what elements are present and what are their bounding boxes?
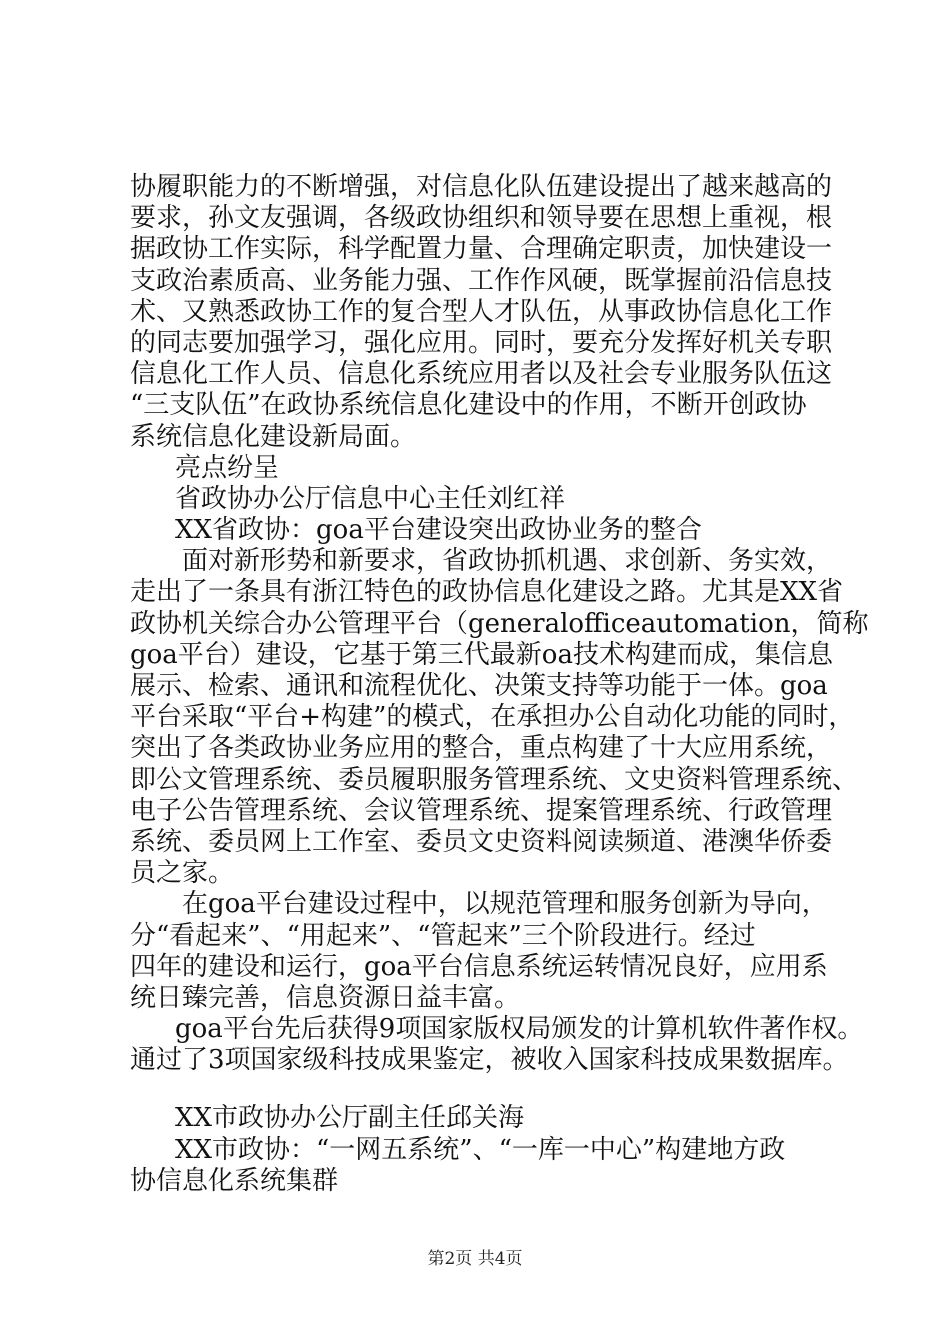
text-line: 据政协工作实际，科学配置力量、合理确定职责，加快建设一 xyxy=(130,234,833,265)
text-line: goa平台）建设，它基于第三代最新oa技术构建而成，集信息 xyxy=(130,639,833,670)
page-footer: 第2页 共4页 xyxy=(427,1249,523,1269)
text-line: 协履职能力的不断增强，对信息化队伍建设提出了越来越高的 xyxy=(130,172,833,202)
text-line: 平台采取“平台+构建”的模式，在承担办公自动化功能的同时， xyxy=(130,702,855,733)
text-line: 四年的建设和运行，goa平台信息系统运转情况良好，应用系 xyxy=(130,951,828,982)
section-title: XX省政协：goa平台建设突出政协业务的整合 xyxy=(175,515,702,546)
text-line: 走出了一条具有浙江特色的政协信息化建设之路。尤其是XX省 xyxy=(130,577,844,608)
speaker-line: 省政协办公厅信息中心主任刘红祥 xyxy=(175,483,566,514)
text-line: 信息化工作人员、信息化系统应用者以及社会专业服务队伍这 xyxy=(130,359,833,390)
text-line: 系统信息化建设新局面。 xyxy=(130,421,417,452)
text-line: 突出了各类政协业务应用的整合，重点构建了十大应用系统， xyxy=(130,733,833,764)
speaker-line: XX市政协办公厅副主任邱关海 xyxy=(175,1103,525,1134)
paragraph-construction-process xyxy=(130,889,830,1014)
paragraph-awards xyxy=(130,1014,864,1076)
text-line: XX市政协：“一网五系统”、“一库一中心”构建地方政 xyxy=(175,1134,786,1165)
section-heading: 亮点纷呈 xyxy=(175,452,280,483)
text-line: 支政治素质高、业务能力强、工作作风硬，既掌握前沿信息技 xyxy=(130,265,833,296)
text-line: 术、又熟悉政协工作的复合型人才队伍，从事政协信息化工作 xyxy=(130,296,833,327)
text-line: 分“看起来”、“用起来”、“管起来”三个阶段进行。经过 xyxy=(130,920,756,951)
text-line: 员之家。 xyxy=(130,858,235,889)
document-body xyxy=(130,172,869,1197)
text-line: 统日臻完善，信息资源日益丰富。 xyxy=(130,982,521,1013)
text-line: 即公文管理系统、委员履职服务管理系统、文史资料管理系统、 xyxy=(130,764,859,795)
paragraph-team-building xyxy=(130,172,833,453)
text-line: 面对新形势和新要求，省政协抓机遇、求创新、务实效， xyxy=(182,546,833,577)
text-line: 在goa平台建设过程中，以规范管理和服务创新为导向， xyxy=(182,889,828,920)
text-line: 系统、委员网上工作室、委员文史资料阅读频道、港澳华侨委 xyxy=(130,826,833,857)
text-line: 通过了3项国家级科技成果鉴定，被收入国家科技成果数据库。 xyxy=(130,1045,849,1076)
text-line: 协信息化系统集群 xyxy=(130,1165,339,1196)
blank-line xyxy=(130,1076,830,1103)
text-line: 的同志要加强学习，强化应用。同时，要充分发挥好机关专职 xyxy=(130,327,833,358)
text-line: goa平台先后获得9项国家版权局颁发的计算机软件著作权。 xyxy=(175,1014,864,1045)
text-line: 电子公告管理系统、会议管理系统、提案管理系统、行政管理 xyxy=(130,795,833,826)
text-line: 展示、检索、通讯和流程优化、决策支持等功能于一体。goa xyxy=(130,671,828,701)
text-line: “三支队伍”在政协系统信息化建设中的作用，不断开创政协 xyxy=(130,390,807,421)
text-line: 要求，孙文友强调，各级政协组织和领导要在思想上重视，根 xyxy=(130,203,833,234)
section-title-2 xyxy=(130,1135,830,1197)
paragraph-goa-platform xyxy=(130,546,869,889)
text-line: 政协机关综合办公管理平台（generalofficeautomation，简称 xyxy=(130,608,869,639)
